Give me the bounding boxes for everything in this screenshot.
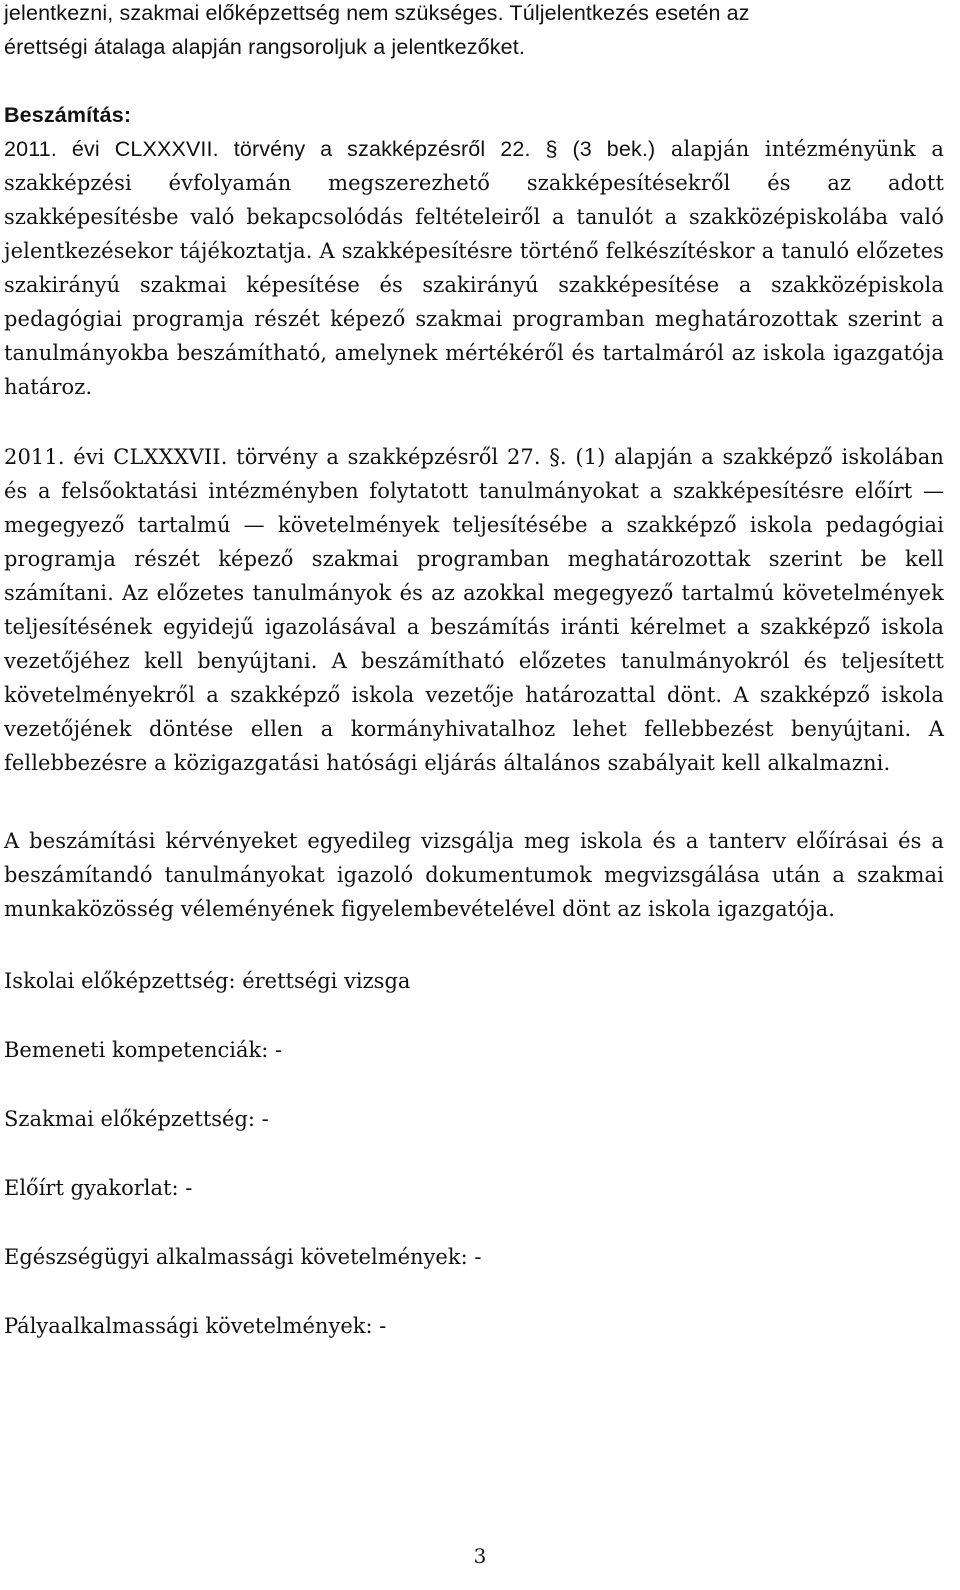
field-iskolai-elokepzettseg: Iskolai előképzettség: érettségi vizsga xyxy=(4,969,411,993)
intro-line-2: érettségi átalaga alapján rangsoroljuk a jelentkezőket. xyxy=(4,35,525,59)
intro-line-1: jelentkezni, szakmai előképzettség nem szükséges. Túljelentkezés esetén az xyxy=(4,1,750,25)
beszamitas-heading: Beszámítás: xyxy=(4,103,132,127)
beszamitas-law-ref: 2011. évi CLXXXVII. törvény a szakképzésről 22. § (3 bek.) xyxy=(4,137,656,161)
page-number: 3 xyxy=(473,1544,487,1568)
intro-paragraph xyxy=(4,0,944,64)
field-palyaalkalmassag: Pályaalkalmassági követelmények: - xyxy=(4,1314,387,1338)
kervenyek-paragraph: A beszámítási kérvényeket egyedileg vizsgálja meg iskola és a tanterv előírásai és a beszámítandó tanulmányokat igazoló dokumentumok megvizsgálása után a szakmai munkaközösség véleményének figyelembevételével dönt az iskola igazgatója. xyxy=(4,829,944,921)
law-27-paragraph: 2011. évi CLXXXVII. törvény a szakképzésről 27. §. (1) alapján a szakképző iskolában és a felsőoktatási intézményben folytatott tanulmányokat a szakképesítésre előírt — megegyező tartalmú — követelmények teljesítésébe a szakképző iskola pedagógiai programja részét képező szakmai programban meghatározottak szerint be kell számítani. Az előzetes tanulmányok és az azokkal megegyező tartalmú követelmények teljesítésének egyidejű igazolásával a beszámítás iránti kérelmet a szakképző iskola vezetőjéhez kell benyújtani. A beszámítható előzetes tanulmányokról és teljesített követelményekről a szakképző iskola vezetője határozattal dönt. A szakképző iskola vezetőjének döntése ellen a kormányhivatalhoz lehet fellebbezést benyújtani. A fellebbezésre a közigazgatási hatósági eljárás általános szabályait kell alkalmazni. xyxy=(4,445,944,775)
beszamitas-paragraph xyxy=(4,132,944,404)
beszamitas-text: alapján intézményünk a szakképzési évfolyamán megszerezhető szakképesítésekről és az adott szakképesítésbe való bekapcsolódás feltételeiről a tanulót a szakközépiskolába való jelentkezésekor tájékoztatja. A szakképesítésre történő felkészítéskor a tanuló előzetes szakirányú szakmai képesítése és szakirányú szakképesítése a szakközépiskola pedagógiai programja részét képező szakmai programban meghatározottak szerint a tanulmányokba beszámítható, amelynek mértékéről és tartalmáról az iskola igazgatója határoz. xyxy=(4,137,944,399)
field-egeszsegugyi-alkalmassag: Egészségügyi alkalmassági követelmények: - xyxy=(4,1245,482,1269)
field-bemeneti-kompetenciak: Bemeneti kompetenciák: - xyxy=(4,1038,283,1062)
field-szakmai-elokepzettseg: Szakmai előképzettség: - xyxy=(4,1107,269,1131)
document-page xyxy=(4,0,944,1343)
field-eloirt-gyakorlat: Előírt gyakorlat: - xyxy=(4,1176,193,1200)
